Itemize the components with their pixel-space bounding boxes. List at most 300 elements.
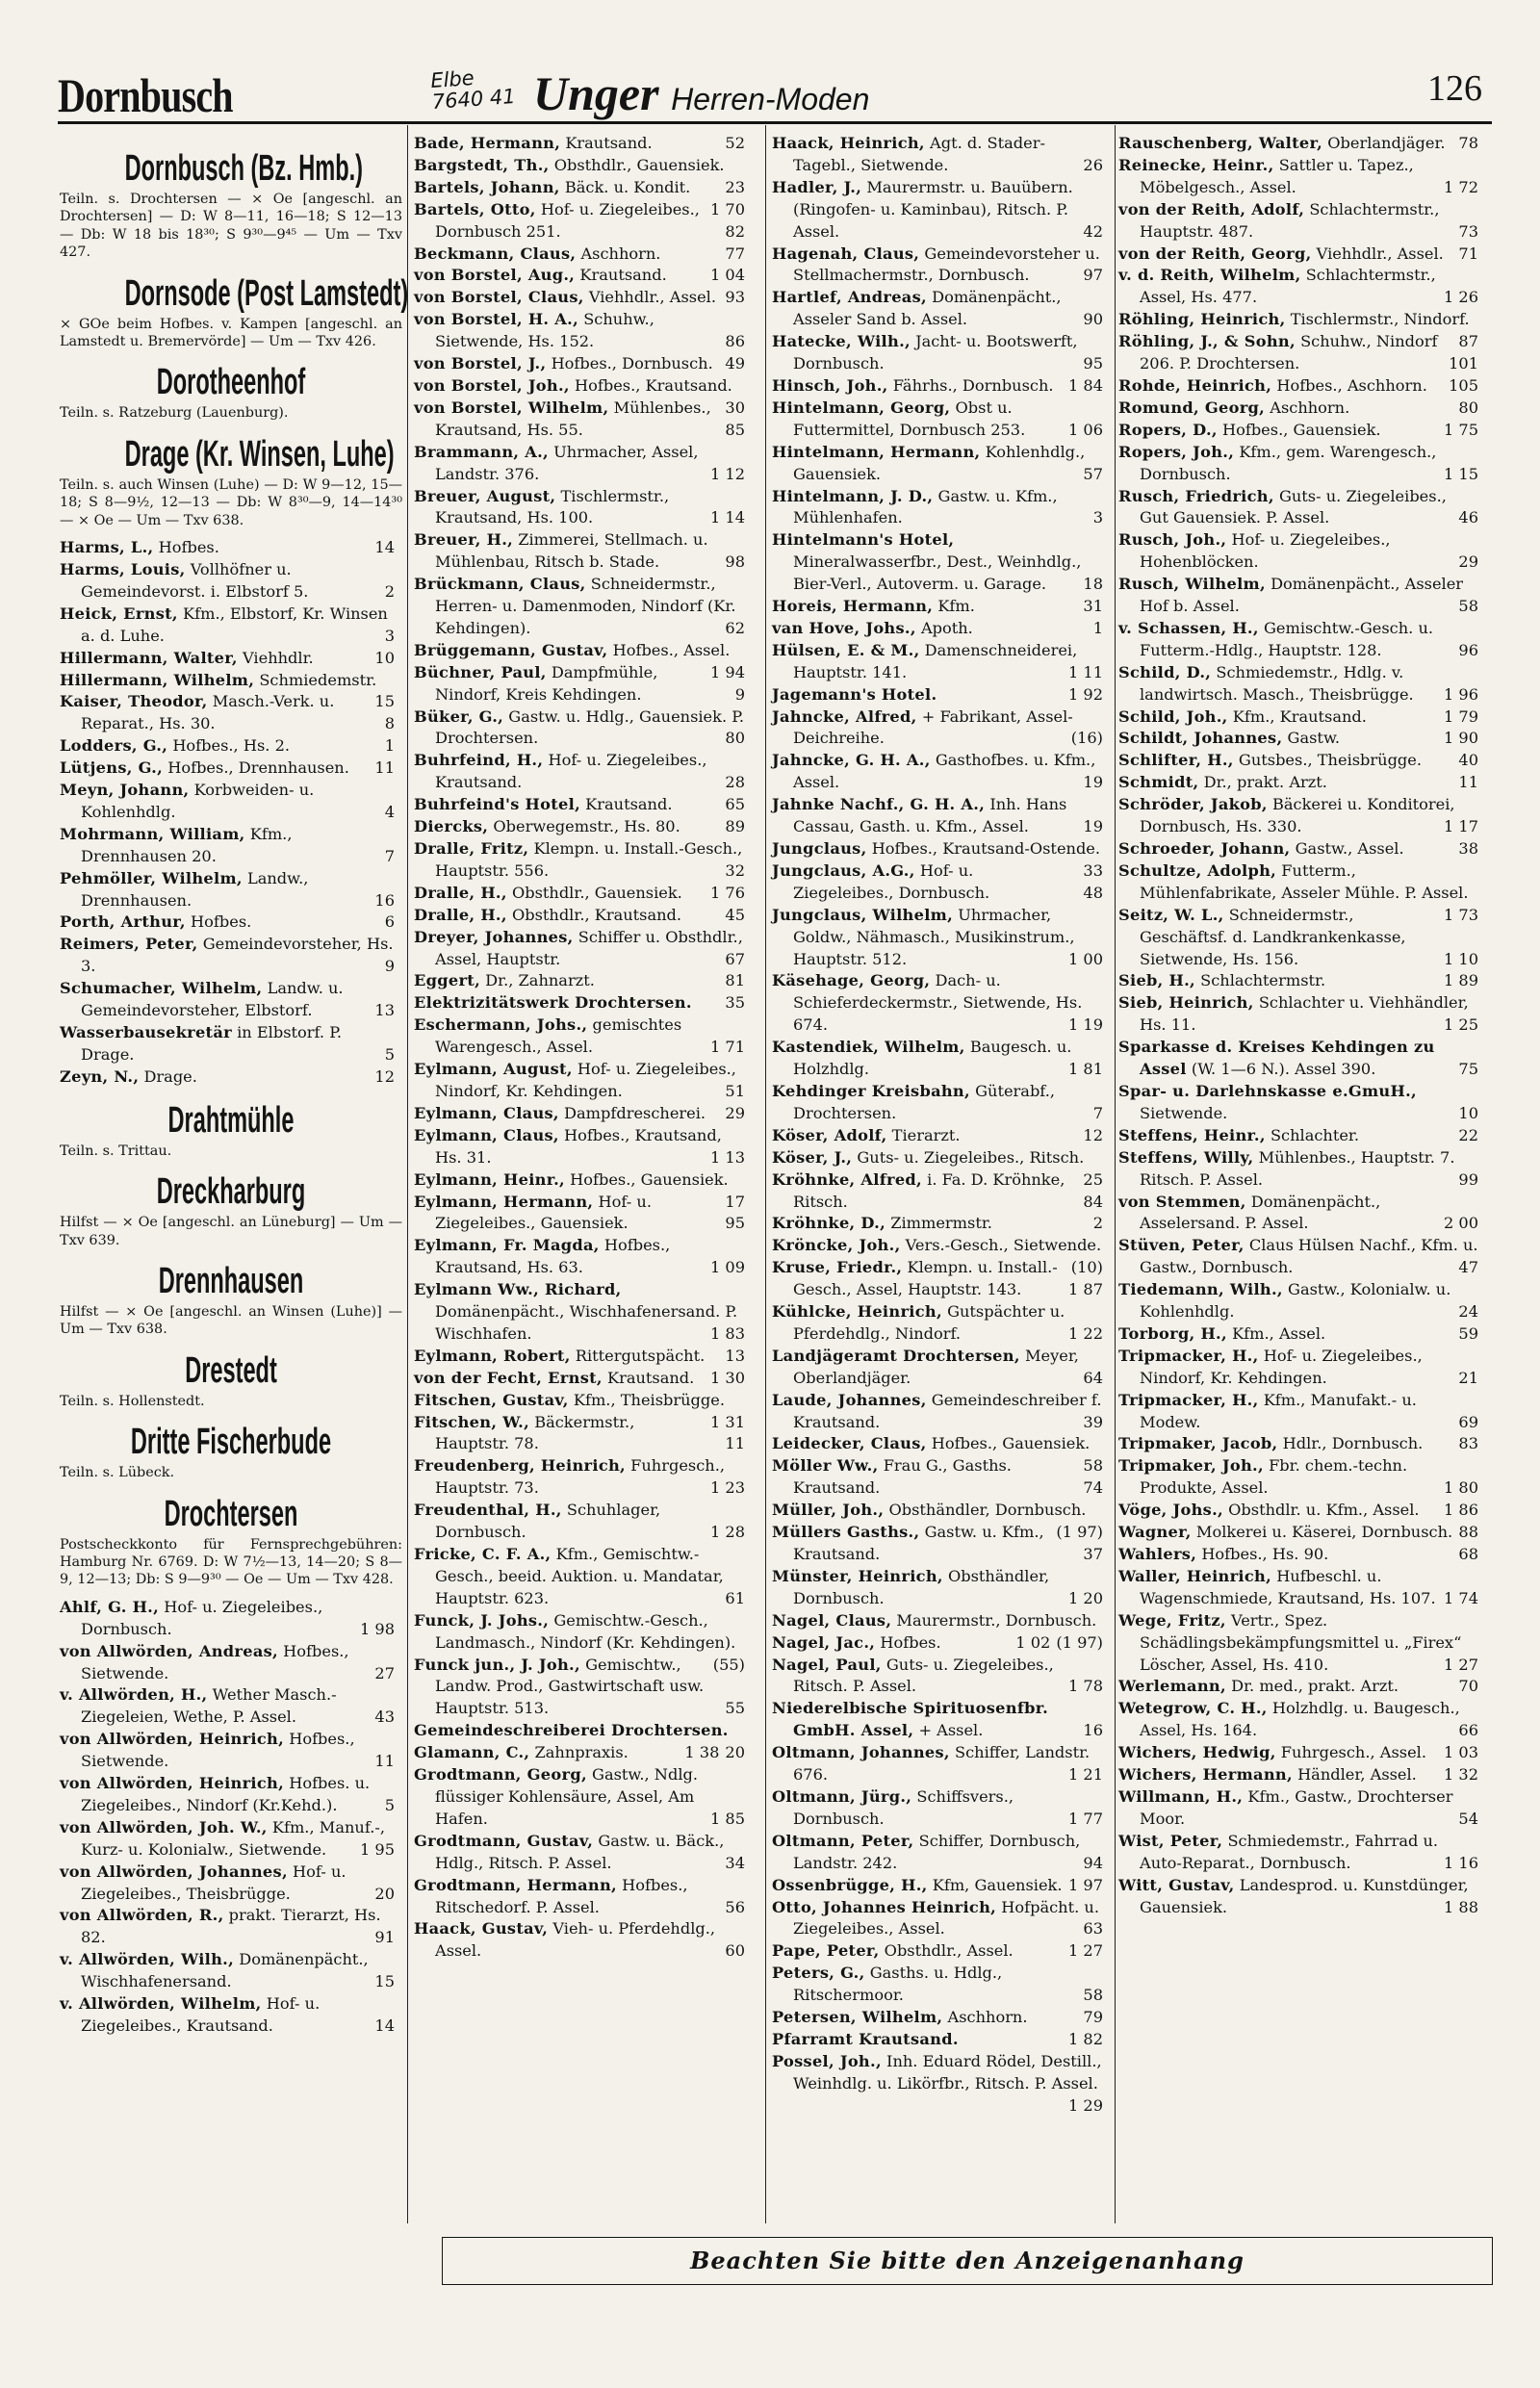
entry-text: Schmiedemstr., Fahrrad u. Auto-Reparat., Dornbusch.	[1140, 1831, 1439, 1872]
entry-name: Münster, Heinrich,	[772, 1566, 943, 1585]
entry-number: 66	[1458, 1721, 1478, 1740]
entry-number: 3	[384, 626, 395, 645]
directory-entry	[414, 992, 753, 1014]
entry-name: Bartels, Johann,	[414, 177, 560, 196]
entry-name: van Hove, Johs.,	[772, 618, 916, 637]
entry-name: Wege, Fritz,	[1118, 1610, 1226, 1630]
entry-number: (1 97)	[1056, 1632, 1103, 1652]
entry-text: Masch.-Verk. u. Reparat., Hs. 30.	[81, 692, 335, 733]
entry-text: Domänenpächt., Asseler Sand b. Assel.	[793, 288, 1062, 329]
entry-number: 3	[1092, 508, 1103, 527]
entry-number: 10	[1458, 1103, 1478, 1122]
entry-number: 1 03	[1443, 1743, 1478, 1762]
entry-number: 1 27	[1443, 1655, 1478, 1674]
entry-number: 1 06	[1067, 420, 1103, 439]
directory-entry	[414, 794, 753, 816]
entry-text: Korbweiden- u. Kohlenhdlg.	[81, 781, 315, 821]
entry-number: 1 10	[1443, 949, 1478, 968]
entry-name: v. d. Reith, Wilhelm,	[1118, 266, 1301, 285]
entry-name: von Allwörden, Andreas,	[60, 1641, 278, 1660]
entry-name: Dralle, H.,	[414, 883, 507, 902]
entry-text: Krautsand.	[579, 266, 667, 285]
entry-number: 21	[1458, 1368, 1478, 1387]
entry-number: 1 90	[1443, 729, 1478, 748]
column-4	[1118, 133, 1486, 2223]
entry-text: Gemischtw.-Gesch., Landmasch., Nindorf (Kr. Kehdingen).	[435, 1610, 736, 1652]
entry-name: v. Allwörden, Wilh.,	[60, 1950, 235, 1969]
entry-name: Rohde, Heinrich,	[1118, 375, 1272, 395]
entry-name: Kröncke, Joh.,	[772, 1236, 901, 1255]
entry-name: Hatecke, Wilh.,	[772, 332, 911, 351]
entry-text: Obsthdlr., Gauensiek.	[511, 883, 682, 902]
entry-number: 20	[725, 1743, 745, 1762]
place-heading: Dreckharburg	[156, 1171, 306, 1213]
directory-entry	[1118, 1500, 1486, 1522]
entry-number: 1 00	[1067, 949, 1103, 968]
entry-name: Sieb, H.,	[1118, 971, 1195, 990]
entry-number: 90	[1083, 310, 1103, 329]
entry-name: Hintelmann, Georg,	[772, 398, 951, 417]
entry-name: Witt, Gustav,	[1118, 1875, 1235, 1894]
stamp-line-1: Elbe	[429, 65, 475, 93]
entry-text: Schlachtermstr., Hauptstr. 487.	[1140, 199, 1440, 241]
entry-text: Schuhlager, Dornbusch.	[435, 1501, 661, 1542]
entry-text: (W. 1—6 N.). Assel 390.	[1191, 1060, 1376, 1079]
entry-name: von der Reith, Georg,	[1118, 244, 1312, 263]
directory-entry	[1118, 1610, 1486, 1677]
directory-entry	[1118, 1544, 1486, 1566]
entry-number: 1 72	[1443, 177, 1478, 196]
entry-name: Kehdinger Kreisbahn,	[772, 1081, 970, 1100]
directory-entry	[414, 133, 753, 155]
entry-number: 32	[725, 860, 745, 880]
directory-entry	[414, 1500, 753, 1544]
entry-name: Grodtmann, Gustav,	[414, 1831, 594, 1850]
entry-number: 1 98	[359, 1619, 395, 1638]
directory-entry	[1118, 618, 1486, 662]
entry-text: Mühlenbes., Hauptstr. 7. Ritsch. P. Assel.	[1140, 1147, 1455, 1189]
entry-text: Kfm., Elbstorf, Kr. Winsen a. d. Luhe.	[81, 603, 388, 645]
entry-name: Porth, Arthur,	[60, 912, 186, 932]
directory-entry	[1118, 1192, 1486, 1236]
directory-entry	[1118, 1831, 1486, 1875]
entry-number: (10)	[1070, 1258, 1103, 1277]
directory-entry	[1118, 662, 1486, 706]
entry-name: Sieb, Heinrich,	[1118, 993, 1254, 1013]
entry-name: Schildt, Johannes,	[1118, 729, 1283, 748]
entry-number: 62	[725, 618, 745, 637]
entry-number: 19	[1083, 817, 1103, 836]
entry-name: von Borstel, H. A.,	[414, 310, 579, 329]
directory-entry	[772, 1081, 1111, 1125]
directory-entry	[772, 970, 1111, 1037]
entry-text: Dr., prakt. Arzt.	[1203, 773, 1327, 792]
place-info: Hilfst — × Oe [angeschl. an Winsen (Luhe)] — Um — Txv 638.	[60, 1303, 402, 1338]
entry-text: Schlachter.	[1270, 1125, 1360, 1144]
entry-number: 99	[1458, 1169, 1478, 1189]
entry-name: Gemeindeschreiberei Drochtersen.	[414, 1721, 729, 1740]
entry-name: Tripmacker, H.,	[1118, 1390, 1259, 1409]
directory-entry	[60, 1684, 402, 1729]
entry-name: Bartels, Otto,	[414, 199, 536, 218]
entry-name: Tripmaker, Joh.,	[1118, 1456, 1264, 1476]
entry-number: 83	[1458, 1434, 1478, 1453]
directory-entry	[60, 691, 402, 735]
directory-entry	[414, 970, 753, 992]
directory-entry	[772, 640, 1111, 684]
entry-name: Hillermann, Walter,	[60, 648, 238, 667]
entry-text: Hufbeschl. u. Wagenschmiede, Krautsand, Hs. 107.	[1140, 1566, 1436, 1607]
directory-entry	[1118, 794, 1486, 838]
directory-entry	[772, 177, 1111, 244]
entry-text: Schlachter u. Viehhändler, Hs. 11.	[1140, 993, 1469, 1035]
entry-text: Krautsand.	[585, 795, 673, 814]
entry-text: Hofbes., Krautsand, Hs. 31.	[435, 1125, 722, 1167]
entry-name: Ossenbrügge, H.,	[772, 1875, 928, 1894]
entry-name: Oltmann, Peter,	[772, 1831, 914, 1850]
entry-number: 64	[1083, 1368, 1103, 1387]
directory-entry	[772, 1897, 1111, 1941]
directory-entry	[60, 824, 402, 868]
place-info: Teiln. s. Lübeck.	[60, 1465, 175, 1481]
entry-name: Schlifter, H.,	[1118, 751, 1234, 770]
entry-number: 33	[1083, 860, 1103, 880]
entry-number: 52	[725, 134, 745, 152]
entry-number: 1 79	[1443, 706, 1478, 726]
directory-entry	[414, 1655, 753, 1721]
entry-text: Obsthdlr., Assel.	[884, 1941, 1014, 1961]
entry-number: 60	[725, 1941, 745, 1961]
entry-text: Fbr. chem.-techn. Produkte, Assel.	[1140, 1456, 1408, 1498]
directory-entry	[1118, 750, 1486, 772]
entry-name: Brammann, A.,	[414, 442, 549, 461]
directory-entry	[1118, 1235, 1486, 1279]
entry-name: Leidecker, Claus,	[772, 1434, 927, 1453]
entry-name: von Borstel, J.,	[414, 354, 547, 373]
entry-number: 1 26	[1443, 288, 1478, 307]
page-header	[58, 64, 1492, 123]
directory-entry	[414, 1192, 753, 1236]
entry-name: Wist, Peter,	[1118, 1831, 1223, 1850]
entry-name: Hartlef, Andreas,	[772, 288, 927, 307]
entry-text: Hof- u. Ziegeleibes., Dornbusch.	[793, 860, 990, 902]
entry-name: Ahlf, G. H.,	[60, 1597, 160, 1616]
entry-name: Buhrfeind, H.,	[414, 751, 544, 770]
directory-entry	[772, 750, 1111, 794]
directory-entry	[60, 912, 402, 934]
entry-number: 9	[384, 957, 395, 976]
entry-text: Kfm., Manuf.-, Kurz- u. Kolonialw., Sietwende.	[81, 1817, 385, 1859]
entry-number: 1 15	[1443, 464, 1478, 483]
entry-text: Gastw.	[1287, 729, 1341, 748]
entry-name: Möller Ww.,	[772, 1456, 879, 1476]
entry-text: Zimmermstr.	[890, 1214, 992, 1233]
directory-entry	[414, 1103, 753, 1125]
entry-number: 2 00	[1443, 1214, 1478, 1233]
place-info: Teiln. s. Trittau.	[60, 1143, 172, 1159]
entry-number: 1 84	[1067, 375, 1103, 395]
entry-number: 1 13	[709, 1147, 745, 1167]
entry-text: Aschhorn.	[947, 2008, 1028, 2027]
entry-number: 7	[1092, 1103, 1103, 1122]
entry-text: Agt. d. Stader-Tagebl., Sietwende.	[793, 134, 1045, 174]
entry-name: von der Fecht, Ernst,	[414, 1368, 603, 1387]
entry-name: Petersen, Wilhelm,	[772, 2008, 943, 2027]
entry-text: + Assel.	[918, 1721, 984, 1740]
entry-number: 73	[1458, 221, 1478, 241]
entry-name: Zeyn, N.,	[60, 1066, 140, 1086]
directory-entry	[772, 1963, 1111, 2007]
entry-name: Eschermann, Johs.,	[414, 1015, 588, 1035]
entry-name: Schultze, Adolph,	[1118, 860, 1277, 880]
entry-text: Gutspächter u. Pferdehdlg., Nindorf.	[793, 1302, 1065, 1343]
entry-name: von Borstel, Joh.,	[414, 375, 570, 395]
entry-text: Kfm., gem. Warengesch., Dornbusch.	[1140, 442, 1437, 483]
entry-text: Hofbes., Gauensiek.	[931, 1434, 1091, 1453]
entry-name: Mohrmann, William,	[60, 824, 245, 843]
entry-number: 31	[1083, 597, 1103, 616]
entry-name: Kruse, Friedr.,	[772, 1258, 903, 1277]
entry-name: Steffens, Heinr.,	[1118, 1125, 1266, 1144]
section-title: Dornbusch	[58, 68, 233, 122]
entry-text: Viehhdlr.	[243, 648, 314, 667]
entry-text: Hdlr., Dornbusch.	[1282, 1434, 1424, 1453]
entry-number: 105	[1449, 375, 1478, 395]
place-info: Teiln. s. Drochtersen — × Oe [angeschl. an Drochtersen] — D: W 8—11, 16—18; S 12—13 — Db: W 18 bis 18³⁰; S 9³⁰—9⁴⁵ — Um — Txv 427.	[60, 192, 402, 261]
entry-number: 65	[725, 795, 745, 814]
entry-text: Hof- u. Ziegeleibes., Hohenblöcken.	[1140, 530, 1391, 572]
column-divider	[1115, 125, 1116, 2223]
entry-text: Schuhw., Nindorf 206. P. Drochtersen.	[1140, 332, 1438, 373]
entry-name: Breuer, H.,	[414, 530, 514, 550]
place-info: Teiln. s. Hollenstedt.	[60, 1393, 205, 1409]
entry-number: 15	[374, 692, 395, 711]
entry-text: Inh. Hans Cassau, Gasth. u. Kfm., Assel.	[793, 795, 1067, 836]
entry-number: 1 27	[1067, 1941, 1103, 1961]
entry-text: Gastw. u. Hdlg., Gauensiek. P. Drochtersen.	[435, 706, 744, 748]
place-info: × GOe beim Hofbes. v. Kampen [angeschl. an Lamstedt u. Bremervörde] — Um — Txv 426.	[60, 316, 402, 350]
entry-name: Rusch, Friedrich,	[1118, 486, 1274, 505]
directory-entry	[1118, 1522, 1486, 1544]
entry-text: Klempn. u. Install.-Gesch., Assel, Hauptstr. 143.	[793, 1258, 1058, 1299]
place-heading: Dorotheenhof	[156, 362, 306, 403]
directory-entry	[772, 1455, 1111, 1500]
entry-name: von Borstel, Claus,	[414, 288, 584, 307]
entry-number: 13	[374, 1001, 395, 1020]
directory-entry	[772, 2051, 1111, 2115]
column-divider	[765, 125, 766, 2223]
directory-entry	[772, 1698, 1111, 1742]
entry-text: Frau G., Gasths. Krautsand.	[793, 1456, 1012, 1498]
entry-text: Kfm., Gemischtw.-Gesch., beeid. Auktion. u. Mandatar, Hauptstr. 623.	[435, 1545, 724, 1607]
entry-text: Viehhdlr., Assel.	[1316, 244, 1444, 263]
entry-text: Hofbes., Dornbusch.	[551, 354, 713, 373]
entry-number: 80	[725, 729, 745, 748]
directory-entry	[1118, 133, 1486, 155]
entry-name: Wagner,	[1118, 1523, 1192, 1542]
directory-entry	[772, 794, 1111, 838]
entry-text: Rittergutspächt.	[575, 1346, 706, 1365]
entry-number: 10	[374, 648, 395, 667]
entry-text: Kfm., Theisbrügge.	[573, 1390, 725, 1409]
entry-name: Eylmann, Fr. Magda,	[414, 1236, 600, 1255]
entry-name: Waller, Heinrich,	[1118, 1566, 1272, 1585]
entry-text: Schmiedemstr., Hdlg. v. landwirtsch. Masch., Theisbrügge.	[1140, 662, 1414, 704]
directory-entry	[414, 1742, 753, 1764]
column-2	[414, 133, 753, 2223]
entry-name: Bargstedt, Th.,	[414, 155, 550, 174]
entry-name: Meyn, Johann,	[60, 781, 190, 800]
entry-text: Schiffsvers., Dornbusch.	[793, 1786, 1014, 1828]
directory-entry	[772, 1632, 1111, 1655]
entry-text: Gastw., Assel.	[1295, 839, 1404, 858]
entry-text: Mineralwasserfbr., Dest., Weinhdlg., Bier-Verl., Autoverm. u. Garage.	[793, 552, 1082, 594]
entry-text: Dach- u. Schieferdeckermstr., Sietwende, Hs. 674.	[793, 971, 1083, 1035]
directory-entry	[772, 706, 1111, 751]
entry-number: 1 73	[1443, 905, 1478, 924]
entry-number: 1 21	[1067, 1765, 1103, 1785]
entry-number: 1 71	[709, 1038, 745, 1057]
entry-number: 37	[1083, 1545, 1103, 1563]
advertisement-banner	[533, 65, 869, 121]
entry-text: Hofbes., Krautsand.	[574, 375, 732, 395]
directory-entry	[772, 1125, 1111, 1147]
entry-number: 1 23	[709, 1478, 745, 1498]
entry-number: 29	[1458, 552, 1478, 572]
entry-text: Kfm, Gauensiek.	[932, 1875, 1063, 1894]
directory-entry	[60, 780, 402, 824]
entry-number: 22	[1458, 1125, 1478, 1144]
entry-text: Vieh- u. Pferdehdlg., Assel.	[435, 1919, 716, 1961]
entry-text: Hofbes. u. Ziegeleibes., Nindorf (Kr.Kehd.).	[81, 1774, 371, 1814]
directory-entry	[1118, 1125, 1486, 1147]
entry-text: Claus Hülsen Nachf., Kfm. u. Gastw., Dornbusch.	[1140, 1236, 1478, 1277]
entry-number: 79	[1083, 2008, 1103, 2027]
entry-name: Diercks,	[414, 817, 489, 836]
entry-name: Kühlcke, Heinrich,	[772, 1302, 942, 1322]
directory-entry	[414, 442, 753, 486]
entry-number: 20	[374, 1884, 395, 1903]
entry-number: 1 17	[1443, 817, 1478, 836]
entry-number: 59	[1458, 1323, 1478, 1343]
header-rule	[58, 121, 1492, 124]
entry-name: Jungclaus, A.G.,	[772, 860, 915, 880]
entry-name: Eylmann, Claus,	[414, 1125, 559, 1144]
entry-number: 29	[725, 1103, 745, 1122]
entry-text: Viehhdlr., Assel.	[588, 288, 716, 307]
entry-number: 1 30	[709, 1368, 745, 1387]
entry-number: 7	[384, 846, 395, 865]
entry-text: Damenschneiderei, Hauptstr. 141.	[793, 640, 1078, 681]
entry-text: Guts- u. Ziegeleibes., Ritsch. P. Assel.	[793, 1655, 1054, 1696]
entry-number: 68	[1458, 1545, 1478, 1563]
directory-entry	[414, 1918, 753, 1963]
entry-number: 5	[384, 1044, 395, 1064]
entry-name: Wichers, Hermann,	[1118, 1765, 1293, 1785]
entry-name: v. Allwörden, Wilhelm,	[60, 1994, 262, 2014]
directory-entry	[1118, 1037, 1486, 1081]
entry-number: 1 04	[709, 266, 745, 285]
directory-entry	[414, 750, 753, 794]
entry-number: 70	[1458, 1677, 1478, 1696]
entry-name: Jungclaus,	[772, 839, 867, 858]
entry-number: 39	[1083, 1412, 1103, 1431]
entry-text: Hofbes., Hs. 2.	[172, 736, 291, 756]
entry-name: Bade, Hermann,	[414, 134, 561, 152]
directory-entry	[772, 684, 1111, 706]
entry-text: Hofbes.	[158, 538, 219, 557]
entry-number: 1 22	[1067, 1323, 1103, 1343]
archive-stamp	[430, 64, 517, 113]
entry-text: in Elbstorf. P. Drage.	[81, 1023, 342, 1064]
directory-entry	[1118, 155, 1486, 199]
entry-number: 1 25	[1443, 1015, 1478, 1035]
entry-text: prakt. Tierarzt, Hs. 82.	[81, 1906, 381, 1947]
entry-name: Eylmann, Claus,	[414, 1103, 559, 1122]
entry-name: Beckmann, Claus,	[414, 244, 577, 263]
entry-text: Schlachtermstr.	[1200, 971, 1326, 990]
directory-entry	[414, 1059, 753, 1103]
entry-name: Horeis, Hermann,	[772, 597, 934, 616]
entry-name: v. Schassen, H.,	[1118, 618, 1259, 637]
entry-text: Krautsand.	[565, 134, 653, 152]
entry-text: Bäckermstr., Hauptstr. 78.	[435, 1412, 635, 1453]
entry-name: von Borstel, Wilhelm,	[414, 398, 609, 417]
entry-name: Peters, G.,	[772, 1964, 865, 1983]
entry-number: 84	[1083, 1192, 1103, 1211]
entry-text: Hofbes., Assel.	[612, 640, 731, 659]
directory-entry	[414, 1544, 753, 1610]
entry-text: Maurermstr. u. Bauübern. (Ringofen- u. Kaminbau), Ritsch. P. Assel.	[793, 177, 1073, 241]
entry-name: Lodders, G.,	[60, 736, 168, 756]
entry-name: Werlemann,	[1118, 1677, 1226, 1696]
entry-name: Müllers Gasths.,	[772, 1523, 920, 1542]
entry-name: Oltmann, Johannes,	[772, 1743, 950, 1762]
entry-number: 63	[1083, 1919, 1103, 1939]
entry-text: Hofbes., Aschhorn.	[1276, 375, 1427, 395]
entry-name: Jahncke, G. H. A.,	[772, 751, 931, 770]
directory-entry	[1118, 728, 1486, 750]
directory-entry	[414, 287, 753, 309]
entry-number: 38	[1458, 839, 1478, 858]
entry-number: 71	[1458, 244, 1478, 263]
entry-name: Köser, Adolf,	[772, 1125, 887, 1144]
entry-number: 56	[725, 1897, 745, 1916]
entry-number: 12	[374, 1066, 395, 1086]
entry-number: 55	[725, 1699, 745, 1718]
directory-entry	[772, 1213, 1111, 1235]
entry-text: Tischlermstr., Krautsand, Hs. 100.	[435, 486, 670, 527]
entry-number: 1 74	[1443, 1588, 1478, 1607]
entry-number: 34	[725, 1853, 745, 1872]
entry-number: 27	[374, 1663, 395, 1682]
column-divider	[407, 125, 408, 2223]
entry-number: 17	[725, 1192, 745, 1211]
entry-text: Obsthändler, Dornbusch.	[888, 1501, 1087, 1520]
entry-number: 1 29	[1067, 2095, 1103, 2115]
entry-name: Kröhnke, D.,	[772, 1214, 886, 1233]
entry-text: Landw. u. Gemeindevorsteher, Elbstorf.	[81, 979, 344, 1020]
directory-entry	[60, 978, 402, 1022]
entry-text: Dr. med., prakt. Arzt.	[1231, 1677, 1399, 1696]
entry-number: 1 75	[1443, 420, 1478, 439]
directory-entry	[772, 1037, 1111, 1081]
entry-number: 82	[725, 221, 745, 241]
directory-entry	[414, 838, 753, 883]
entry-name: Fitschen, Gustav,	[414, 1390, 569, 1409]
entry-text: Schlachtermstr., Assel, Hs. 477.	[1140, 266, 1436, 307]
entry-name: Wetegrow, C. H.,	[1118, 1699, 1268, 1718]
